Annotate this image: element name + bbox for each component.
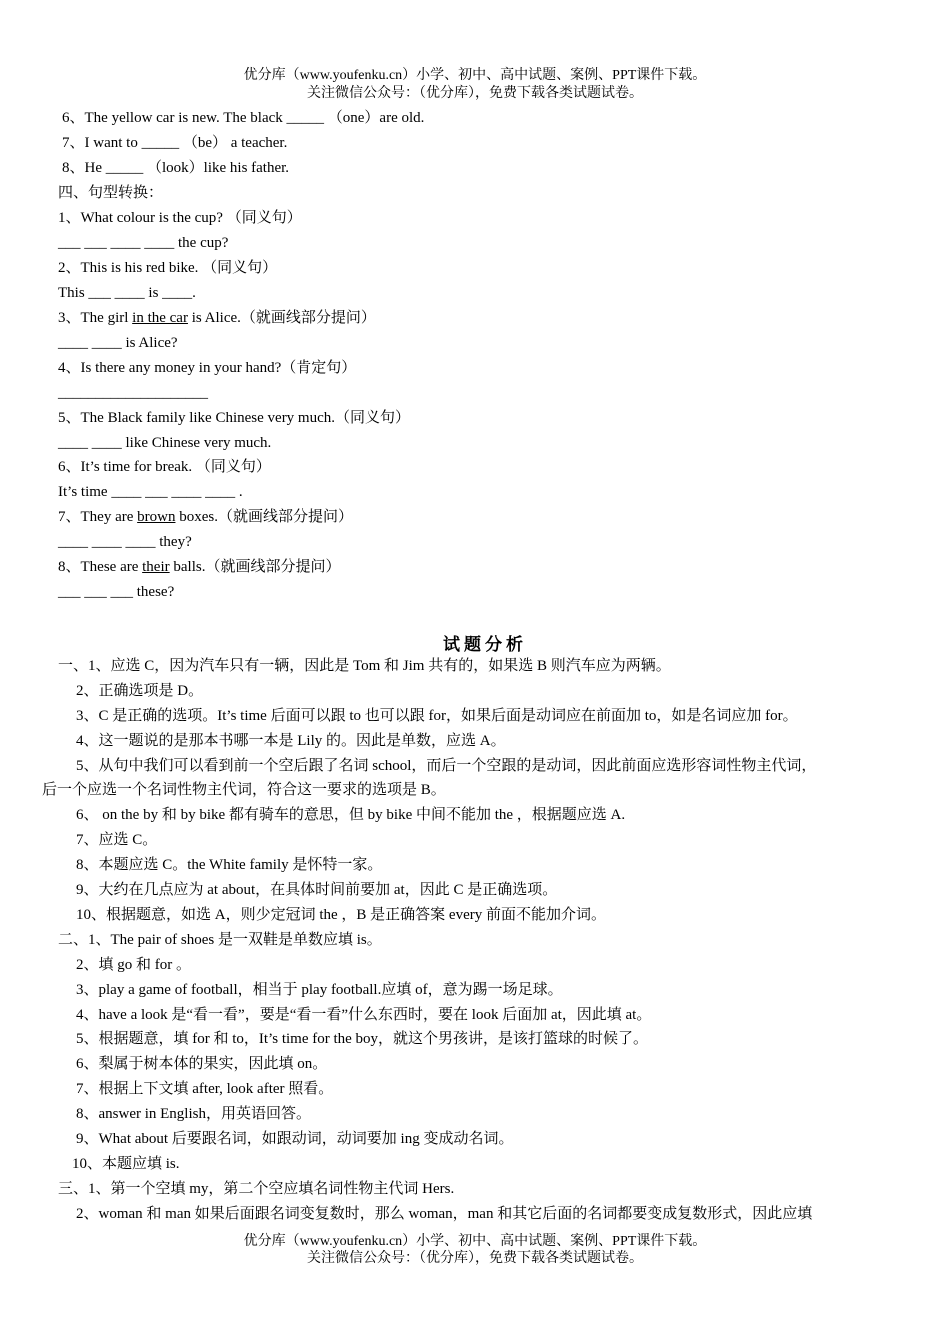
analysis-line: 二、1、The pair of shoes 是一双鞋是单数应填 is。 — [58, 932, 382, 948]
analysis-line: 后一个应选一个名词性物主代词，符合这一要求的选项是 B。 — [42, 782, 446, 798]
s4-answer-2: This ___ ____ is ____. — [58, 285, 196, 301]
analysis-line: 7、应选 C。 — [76, 832, 158, 848]
fill-item-6: 6、The yellow car is new. The black _____ （one）are old. — [62, 110, 425, 126]
s4-question-3 — [58, 308, 376, 328]
footer-line-1: 优分库（www.youfenku.cn）小学、初中、高中试题、案例、PPT课件下载。 — [243, 1234, 707, 1249]
s4-question-8 — [58, 557, 340, 577]
s4-question-5: 5、The Black family like Chinese very much.（同义句） — [58, 410, 411, 426]
analysis-line: 3、play a game of football，相当于 play football.应填 of，意为踢一场足球。 — [76, 982, 563, 998]
analysis-title: 试题分析 — [443, 635, 527, 654]
s4-question-2: 2、This is his red bike. （同义句） — [58, 260, 278, 276]
s4-question-6: 6、It’s time for break. （同义句） — [58, 459, 271, 475]
s4-answer-5: ____ ____ like Chinese very much. — [58, 435, 272, 451]
analysis-line: 一、1、应选 C，因为汽车只有一辆，因此是 Tom 和 Jim 共有的，如果选 B 则汽车应为两辆。 — [58, 658, 671, 674]
analysis-line: 10、本题应填 is. — [72, 1156, 180, 1172]
s4-question-4: 4、Is there any money in your hand?（肯定句） — [58, 360, 357, 376]
s4-answer-6: It’s time ____ ___ ____ ____ . — [58, 484, 243, 500]
analysis-line: 5、根据题意，填 for 和 to，It’s time for the boy，就这个男孩讲，是该打篮球的时候了。 — [76, 1031, 649, 1047]
analysis-line: 6、梨属于树本体的果实，因此填 on。 — [76, 1056, 328, 1072]
s4-answer-3: ____ ____ is Alice? — [58, 335, 178, 351]
analysis-line: 2、正确选项是 D。 — [76, 683, 204, 699]
section4-heading: 四、句型转换： — [58, 185, 164, 201]
footer-line-2: 关注微信公众号：（优分库），免费下载各类试题试卷。 — [307, 1251, 643, 1266]
header-line-1: 优分库（www.youfenku.cn）小学、初中、高中试题、案例、PPT课件下载。 — [243, 68, 707, 83]
q3-text-pre: 3、The girl — [58, 310, 133, 326]
s4-answer-7: ____ ____ ____ they? — [58, 534, 192, 550]
fill-item-8: 8、He _____ （look）like his father. — [62, 160, 290, 176]
s4-answer-4: ____________________ — [58, 385, 208, 401]
s4-answer-8: ___ ___ ___ these? — [58, 584, 175, 600]
q8-text-post: balls.（就画线部分提问） — [169, 559, 341, 575]
q3-text-post: is Alice.（就画线部分提问） — [187, 310, 376, 326]
analysis-line: 10、根据题意，如选 A，则少定冠词 the ，B 是正确答案 every 前面不能加介词。 — [76, 907, 606, 923]
q7-underlined: brown — [137, 509, 176, 525]
analysis-line: 2、woman 和 man 如果后面跟名词变复数时，那么 woman，man 和其它后面的名词都要变成复数形式，因此应填 — [76, 1206, 813, 1222]
s4-answer-1: ___ ___ ____ ____ the cup? — [58, 235, 229, 251]
s4-question-7 — [58, 507, 353, 527]
header-line-2: 关注微信公众号：（优分库），免费下载各类试题试卷。 — [307, 86, 643, 101]
analysis-line: 9、大约在几点应为 at about，在具体时间前要加 at，因此 C 是正确选项。 — [76, 882, 558, 898]
s4-question-1: 1、What colour is the cup? （同义句） — [58, 210, 302, 226]
analysis-line: 三、1、第一个空填 my，第二个空应填名词性物主代词 Hers. — [58, 1181, 455, 1197]
analysis-line: 3、C 是正确的选项。It’s time 后面可以跟 to 也可以跟 for，如果后面是动词应在前面加 to，如是名词应加 for。 — [76, 708, 798, 724]
analysis-line: 9、What about 后要跟名词，如跟动词，动词要加 ing 变成动名词。 — [76, 1131, 514, 1147]
q7-text-post: boxes.（就画线部分提问） — [175, 509, 353, 525]
q8-text-pre: 8、These are — [58, 559, 143, 575]
analysis-line: 7、根据上下文填 after, look after 照看。 — [76, 1081, 334, 1097]
analysis-line: 2、填 go 和 for 。 — [76, 957, 191, 973]
q8-underlined: their — [142, 559, 170, 575]
analysis-line: 6、 on the by 和 by bike 都有骑车的意思，但 by bike 中间不能加 the ，根据题应选 A. — [76, 807, 626, 823]
q3-underlined: in the car — [132, 310, 188, 326]
analysis-line: 8、answer in English，用英语回答。 — [76, 1106, 311, 1122]
analysis-line: 5、从句中我们可以看到前一个空后跟了名词 school，而后一个空跟的是动词，因此前面应选形容词性物主代词， — [76, 758, 817, 774]
analysis-line: 8、本题应选 C。the White family 是怀特一家。 — [76, 857, 383, 873]
fill-item-7: 7、I want to _____ （be） a teacher. — [62, 135, 288, 151]
analysis-line: 4、这一题说的是那本书哪一本是 Lily 的。因此是单数，应选 A。 — [76, 733, 506, 749]
q7-text-pre: 7、They are — [58, 509, 138, 525]
analysis-line: 4、have a look 是“看一看”，要是“看一看”什么东西时，要在 look 后面加 at，因此填 at。 — [76, 1007, 652, 1023]
